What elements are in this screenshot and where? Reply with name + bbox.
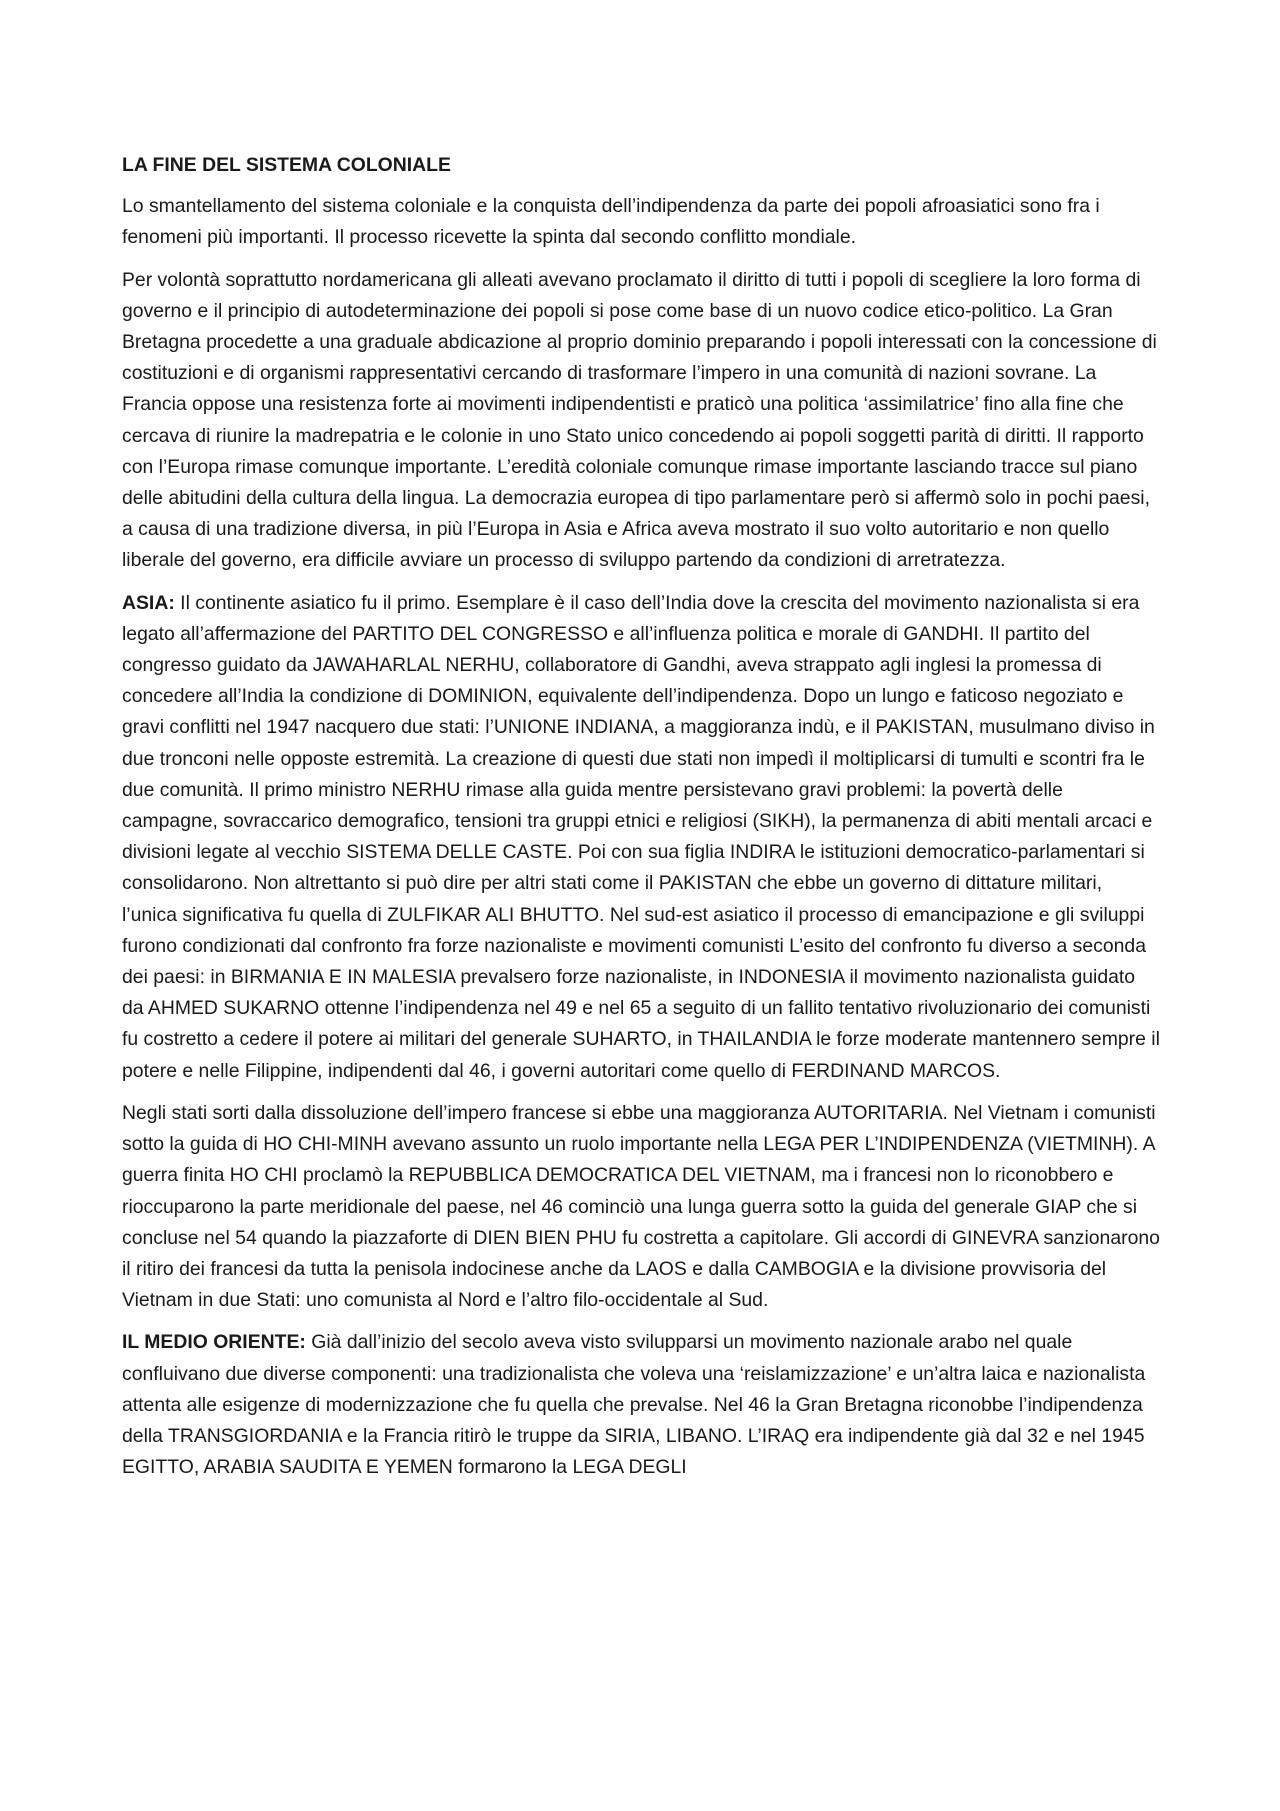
paragraph-medio-oriente-text: Già dall’inizio del secolo aveva visto svilupparsi un movimento nazionale arabo nel quale confluivano due diverse componenti: una tradizionalista che voleva una ‘reislamizzazione’ e un’altra laica e nazionalista attenta alle esigenze di modernizzazione che fu quella che prevalse. Nel 46 la Gran Bretagna riconobbe l’indipendenza della TRANSGIORDANIA e la Francia ritirò le truppe da SIRIA, LIBANO. L’IRAQ era indipendente già dal 32 e nel 1945 EGITTO, ARABIA SAUDITA E YEMEN formarono la LEGA DEGLI [122, 1331, 1146, 1479]
paragraph-asia [122, 588, 1162, 1087]
section-heading-medio-oriente: IL MEDIO ORIENTE: [122, 1331, 306, 1354]
paragraph-asia-text: Il continente asiatico fu il primo. Esemplare è il caso dell’India dove la crescita del movimento nazionalista si era legato all’affermazione del PARTITO DEL CONGRESSO e all’influenza politica e morale di GANDHI. Il partito del congresso guidato da JAWAHARLAL NERHU, collaboratore di Gandhi, aveva strappato agli inglesi la promessa di concedere all’India la condizione di DOMINION, equivalente dell’indipendenza. Dopo un lungo e faticoso negoziato e gravi conflitti nel 1947 nacquero due stati: l’UNIONE INDIANA, a maggioranza indù, e il PAKISTAN, musulmano diviso in due tronconi nelle opposte estremità. La creazione di questi due stati non impedì il moltiplicarsi di tumulti e scontri fra le due comunità. Il primo ministro NERHU rimase alla guida mentre persistevano gravi problemi: la povertà delle campagne, sovraccarico demografico, tensioni tra gruppi etnici e religiosi (SIKH), la permanenza di abiti mentali arcaci e divisioni legate al vecchio SISTEMA DELLE CASTE. Poi con sua figlia INDIRA le istituzioni democratico-parlamentari si consolidarono. Non altrettanto si può dire per altri stati come il PAKISTAN che ebbe un governo di dittature militari, l’unica significativa fu quella di ZULFIKAR ALI BHUTTO. Nel sud-est asiatico il processo di emancipazione e gli sviluppi furono condizionati dal confronto fra forze nazionaliste e movimenti comunisti L’esito del confronto fu diverso a seconda dei paesi: in BIRMANIA E IN MALESIA prevalsero forze nazionaliste, in INDONESIA il movimento nazionalista guidato da AHMED SUKARNO ottenne l’indipendenza nel 49 e nel 65 a seguito di un fallito tentativo rivoluzionario dei comunisti fu costretto a cedere il potere ai militari del generale SUHARTO, in THAILANDIA le forze moderate mantennero sempre il potere e nelle Filippine, indipendenti dal 46, i governi autoritari come quello di FERDINAND MARCOS. [122, 591, 1160, 1082]
document-title: LA FINE DEL SISTEMA COLONIALE [122, 154, 451, 176]
paragraph-vietnam: Negli stati sorti dalla dissoluzione dell’impero francese si ebbe una maggioranza AUTORITARIA. Nel Vietnam i comunisti sotto la guida di HO CHI-MINH avevano assunto un ruolo importante nella LEGA PER L’INDIPENDENZA (VIETMINH). A guerra finita HO CHI proclamò la REPUBBLICA DEMOCRATICA DEL VIETNAM, ma i francesi non lo riconobbero e rioccuparono la parte meridionale del paese, nel 46 cominciò una lunga guerra sotto la guida del generale GIAP che si concluse nel 54 quando la piazzaforte di DIEN BIEN PHU fu costretta a capitolare. Gli accordi di GINEVRA sanzionarono il ritiro dei francesi da tutta la penisola indocinese anche da LAOS e dalla CAMBOGIA e la divisione provvisoria del Vietnam in due Stati: uno comunista al Nord e l’altro filo-occidentale al Sud. [122, 1101, 1160, 1312]
section-heading-asia: ASIA: [122, 591, 175, 614]
paragraph-decolonization: Per volontà soprattutto nordamericana gli alleati avevano proclamato il diritto di tutti i popoli di scegliere la loro forma di governo e il principio di autodeterminazione dei popoli si pose come base di un nuovo codice etico-politico. La Gran Bretagna procedette a una graduale abdicazione al proprio dominio preparando i popoli interessati con la concessione di costituzioni e di organismi rappresentativi cercando di trasformare l’impero in una comunità di nazioni sovrane. La Francia oppose una resistenza forte ai movimenti indipendentisti e praticò una politica ‘assimilatrice’ fino alla fine che cercava di riunire la madrepatria e le colonie in uno Stato unico concedendo ai popoli soggetti parità di diritti. Il rapporto con l’Europa rimase comunque importante. L’eredità coloniale comunque rimase importante lasciando tracce sul piano delle abitudini della cultura della lingua. La democrazia europea di tipo parlamentare però si affermò solo in pochi paesi, a causa di una tradizione diversa, in più l’Europa in Asia e Africa aveva mostrato il suo volto autoritario e non quello liberale del governo, era difficile avviare un processo di sviluppo partendo da condizioni di arretratezza. [122, 268, 1157, 572]
paragraph-intro: Lo smantellamento del sistema coloniale e la conquista dell’indipendenza da parte dei popoli afroasiatici sono fra i fenomeni più importanti. Il processo ricevette la spinta dal secondo conflitto mondiale. [122, 195, 1100, 249]
document-body [122, 150, 1162, 1494]
paragraph-medio-oriente [122, 1327, 1162, 1483]
